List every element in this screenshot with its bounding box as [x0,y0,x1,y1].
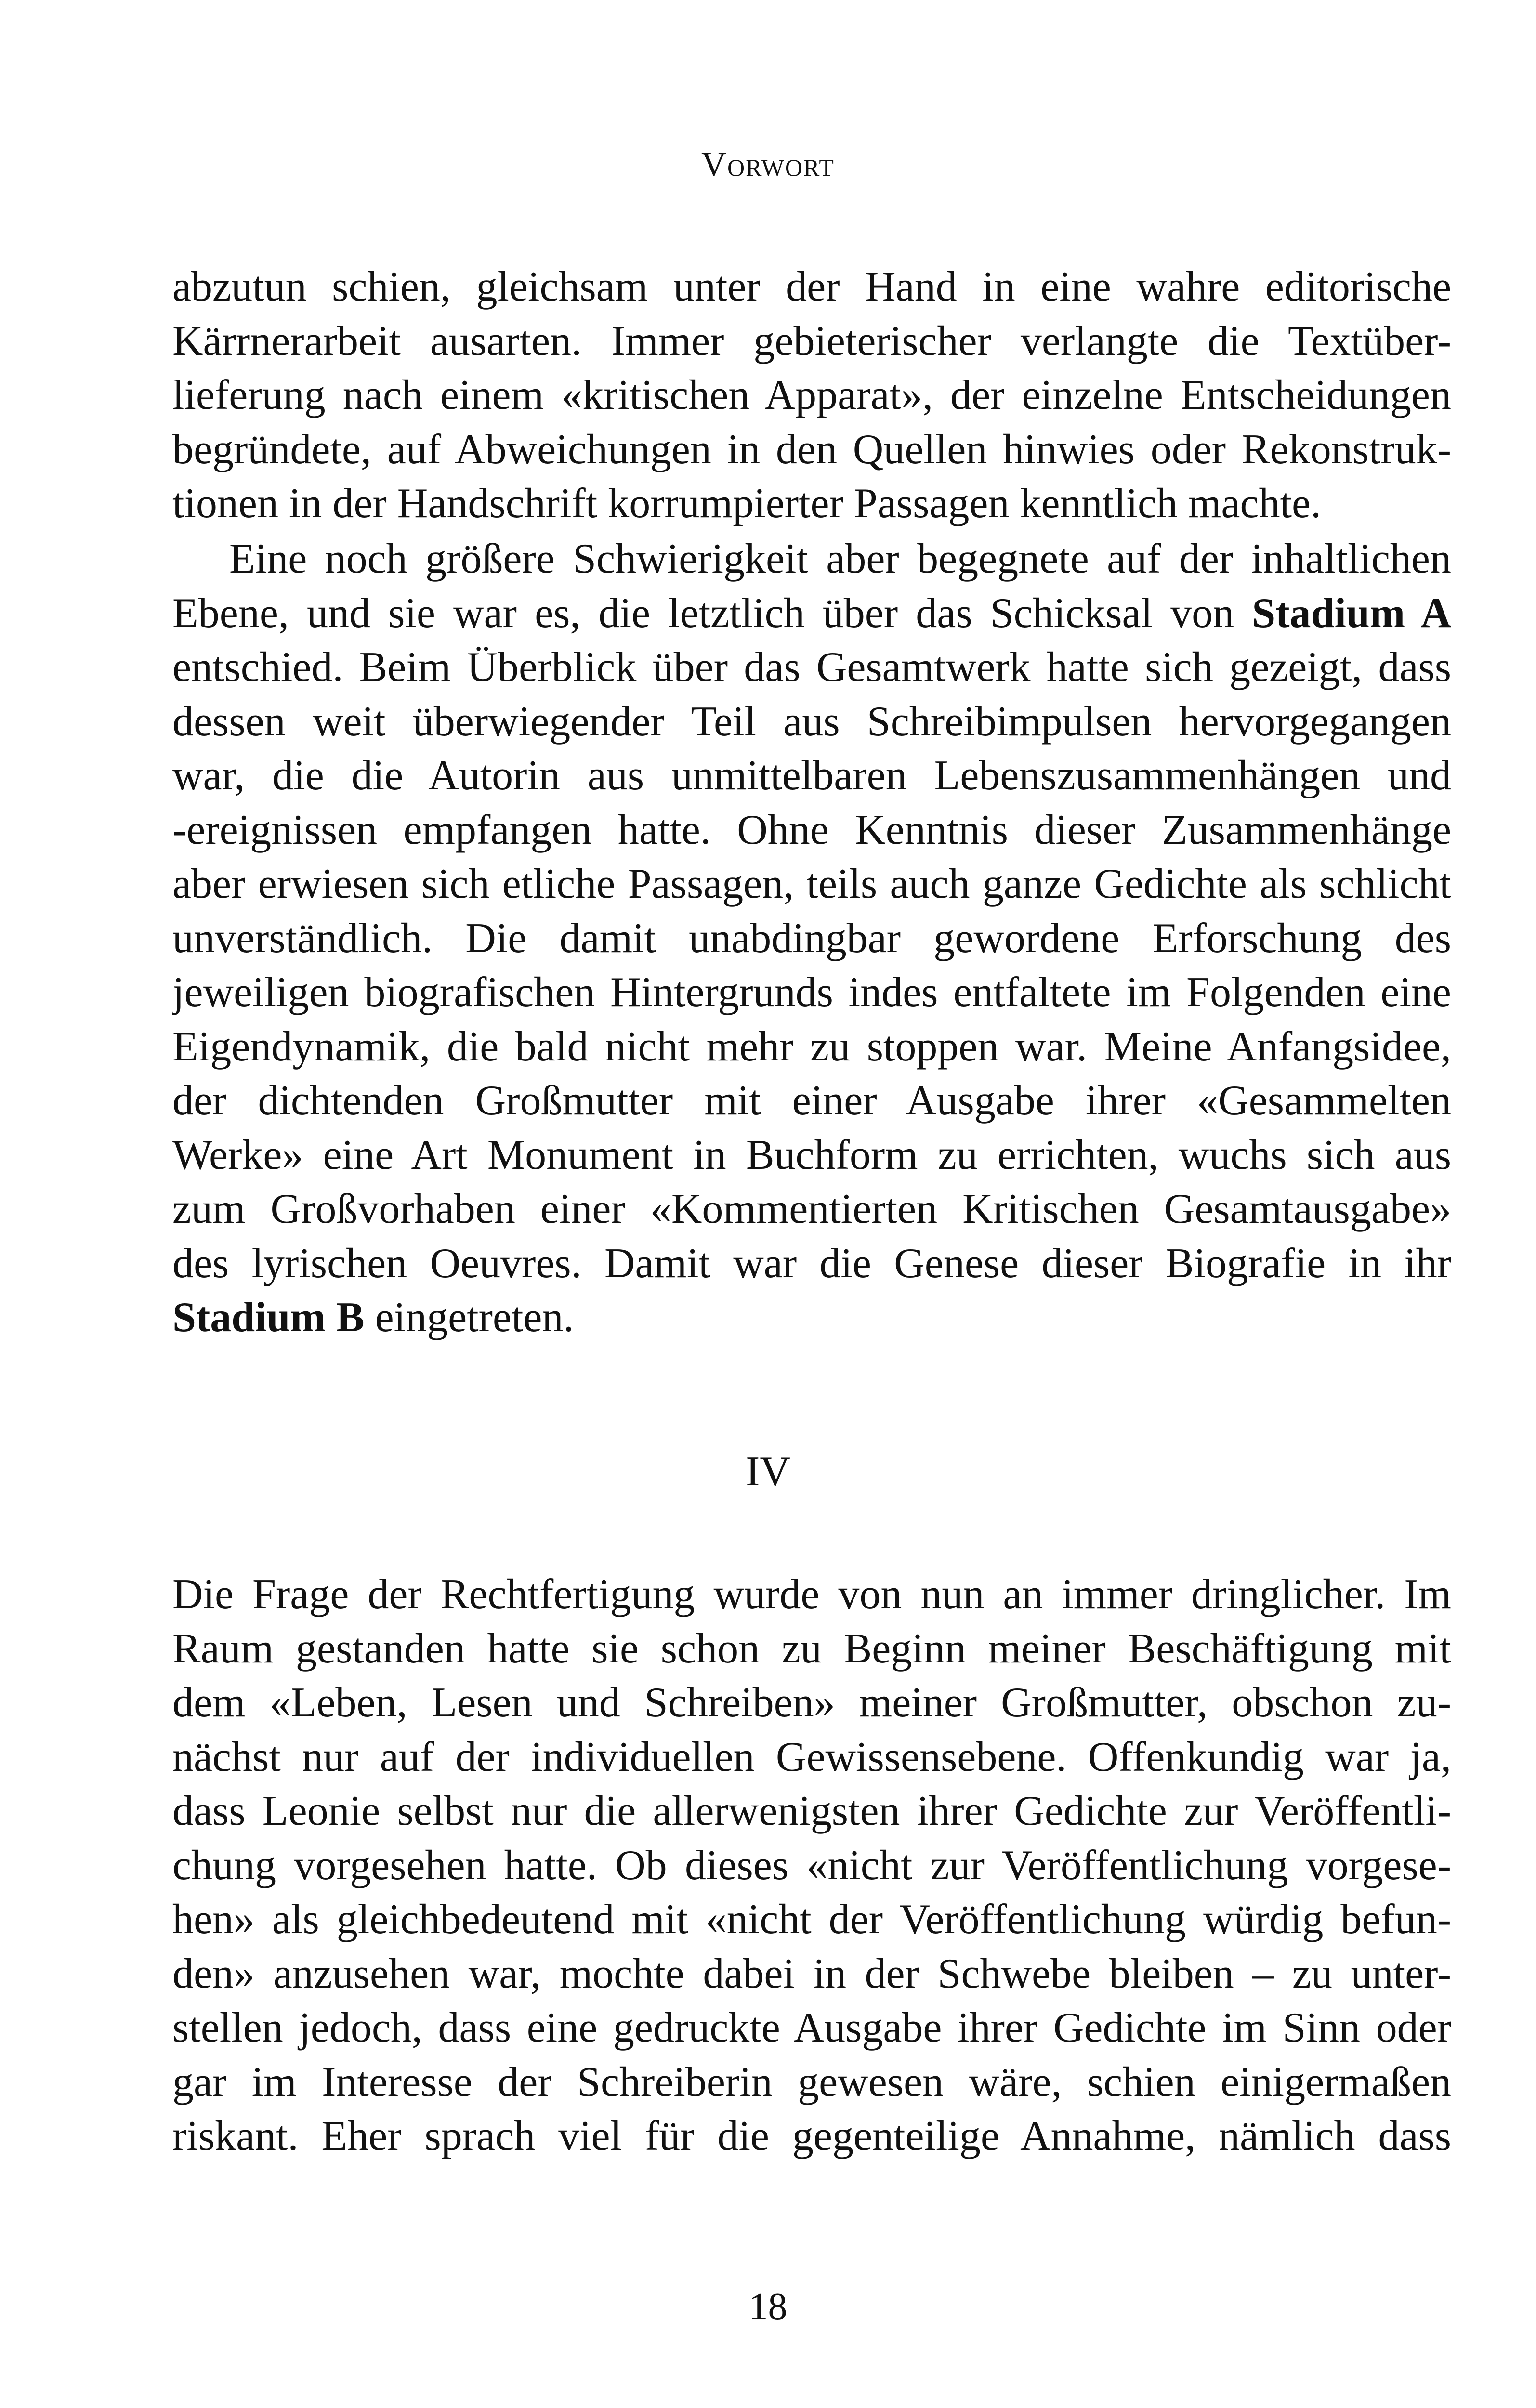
text-line: Eigendynamik, die bald nicht mehr zu stoppen war. Meine Anfangsidee, [172,1023,1451,1070]
stadium-b-label: Stadium B [172,1294,365,1341]
text-line: riskant. Eher sprach viel für die gegenteilige Annahme, nämlich dass [172,2113,1451,2159]
text-line: der dichtenden Großmutter mit einer Ausgabe ihrer «Gesammelten [172,1077,1451,1124]
text-line: chung vorgesehen hatte. Ob dieses «nicht zur Veröffentlichung vorgese- [172,1842,1451,1889]
text-line: jeweiligen biografischen Hintergrunds indes entfaltete im Folgenden eine [172,969,1451,1016]
text-line: gar im Interesse der Schreiberin gewesen wäre, schien einigermaßen [172,2058,1451,2106]
page-number: 18 [748,2286,788,2328]
text-line: dass Leonie selbst nur die allerwenigsten ihrer Gedichte zur Veröffentli- [172,1788,1451,1834]
running-head: Vorwort [701,145,835,183]
text-run: eingetreten. [364,1294,574,1341]
paragraph-rechtfertigung [172,1568,1451,2164]
text-line: tionen in der Handschrift korrumpierter Passagen kenntlich machte. [172,480,1322,527]
text-line: den» anzusehen war, mochte dabei in der Schwebe bleiben – zu unter- [172,1950,1451,1997]
text-line: Raum gestanden hatte sie schon zu Beginn meiner Beschäftigung mit [172,1625,1451,1672]
text-line: zum Großvorhaben einer «Kommentierten Kritischen Gesamtausgabe» [172,1186,1451,1232]
text-line: Eine noch größere Schwierigkeit aber begegnete auf der inhaltlichen [229,536,1451,582]
paragraph-continuation [172,260,1451,531]
text-line: Werke» eine Art Monument in Buchform zu errichten, wuchs sich aus [172,1131,1451,1178]
text-line: Kärrnerarbeit ausarten. Immer gebieterischer verlangte die Textüber- [172,317,1451,365]
text-line: lieferung nach einem «kritischen Apparat», der einzelne Entscheidungen [172,372,1451,419]
text-line: dem «Leben, Lesen und Schreiben» meiner Großmutter, obschon zu- [172,1679,1451,1726]
text-line: -ereignissen empfangen hatte. Ohne Kenntnis dieser Zusammenhänge [172,806,1451,853]
text-line: nächst nur auf der individuellen Gewissensebene. Offenkundig war ja, [172,1733,1451,1780]
section-numeral: IV [746,1448,790,1495]
text-line [172,587,1451,641]
text-line: hen» als gleichbedeutend mit «nicht der Veröffentlichung würdig befun- [172,1896,1451,1943]
text-line: aber erwiesen sich etliche Passagen, teils auch ganze Gedichte als schlicht [172,861,1451,907]
text-line: entschied. Beim Überblick über das Gesamtwerk hatte sich gezeigt, dass [172,644,1451,691]
text-line: dessen weit überwiegender Teil aus Schreibimpulsen hervorgegangen [172,698,1451,745]
text-line: begründete, auf Abweichungen in den Quellen hinwies oder Rekonstruk- [172,426,1451,473]
text-line: stellen jedoch, dass eine gedruckte Ausgabe ihrer Gedichte im Sinn oder [172,2004,1451,2051]
text-run: Ebene, und sie war es, die letztlich über das Schicksal von [172,589,1252,637]
stadium-a-label: Stadium A [1252,589,1451,637]
text-line: Die Frage der Rechtfertigung wurde von nun an immer dringlicher. Im [172,1571,1451,1618]
text-line [172,1291,1451,1345]
text-line: war, die die Autorin aus unmittelbaren Lebenszusammenhängen und [172,752,1451,799]
text-line: abzutun schien, gleichsam unter der Hand in eine wahre editorische [172,263,1451,310]
paragraph-stadium-a [172,532,1451,1345]
text-line: unverständlich. Die damit unabdingbar gewordene Erforschung des [172,915,1451,962]
text-line: des lyrischen Oeuvres. Damit war die Genese dieser Biografie in ihr [172,1240,1451,1287]
